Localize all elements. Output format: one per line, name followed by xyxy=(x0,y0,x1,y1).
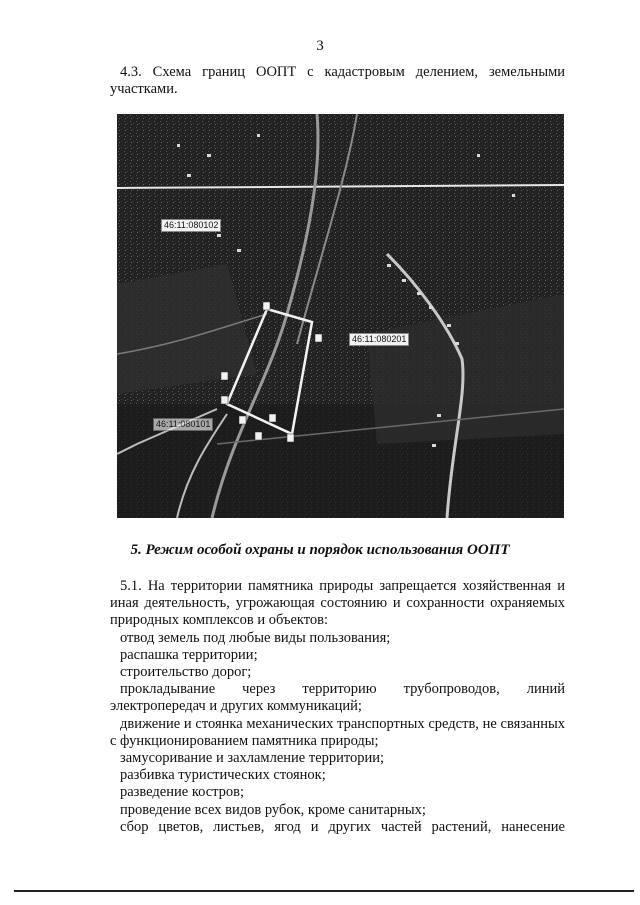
list-item: сбор цветов, листьев, ягод и других частей растений, нанесение xyxy=(120,818,565,835)
list-item: замусоривание и захламление территории; xyxy=(120,750,385,767)
list-item: отвод земель под любые виды пользования; xyxy=(120,629,391,646)
list-item: проведение всех видов рубок, кроме санитарных; xyxy=(120,801,426,818)
list-item: распашка территории; xyxy=(120,646,258,663)
cadastral-label-b: 46:11:080201 xyxy=(349,333,409,346)
list-item: разведение костров; xyxy=(120,784,245,801)
footer-rule xyxy=(14,890,634,892)
cadastral-map-image xyxy=(117,114,564,518)
list-item: прокладывание через территорию трубопроводов, линий электропередач и других коммуникаций; xyxy=(110,681,565,715)
figure-caption: 4.3. Схема границ ООПТ с кадастровым делением, земельными участками. xyxy=(110,64,565,97)
list-item: разбивка туристических стоянок; xyxy=(120,767,326,784)
cadastral-label-a: 46:11:080102 xyxy=(161,219,221,232)
satellite-map-graphic xyxy=(117,114,564,518)
section-body xyxy=(110,578,565,836)
list-item: строительство дорог; xyxy=(120,664,252,681)
list-item: движение и стоянка механических транспортных средств, не связанных с функционированием памятника природы; xyxy=(110,715,565,749)
cadastral-label-c: 46:11:080101 xyxy=(153,418,213,431)
page-number: 3 xyxy=(316,38,324,54)
section-heading: 5. Режим особой охраны и порядок использования ООПТ xyxy=(130,542,510,558)
intro-paragraph: 5.1. На территории памятника природы запрещается хозяйственная и иная деятельность, угрожающая состоянию и сохранности охраняемых природных комплексов и объектов: xyxy=(110,578,565,629)
